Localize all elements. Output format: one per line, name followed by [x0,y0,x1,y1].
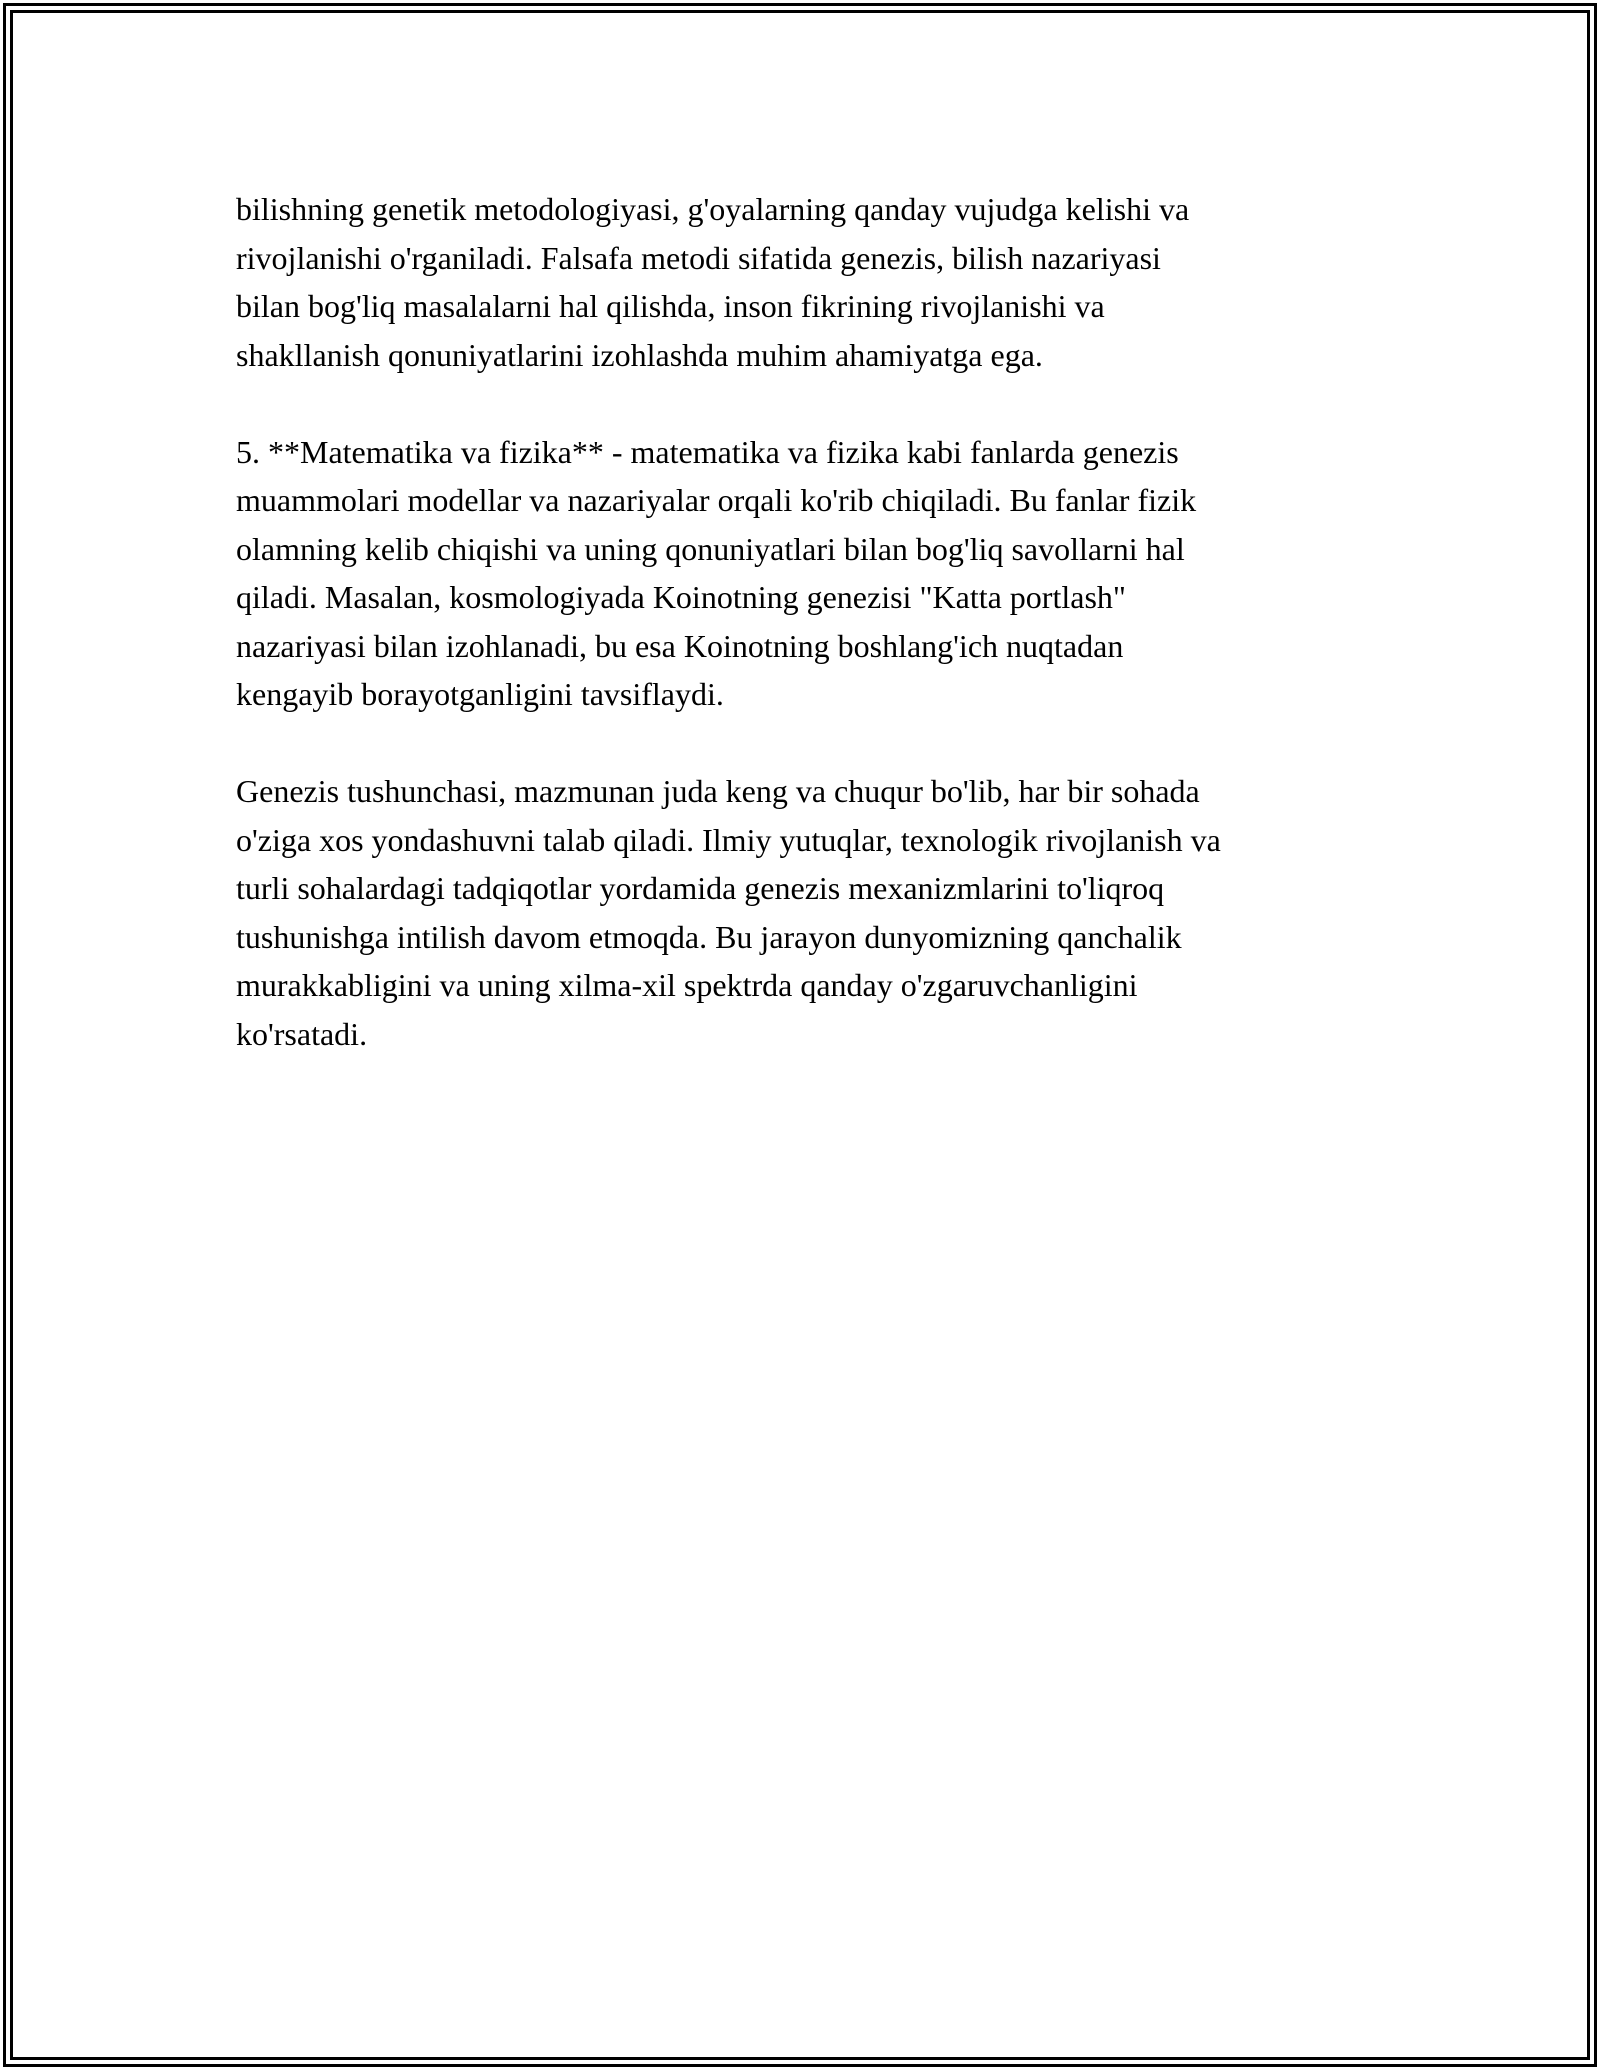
text-line: rivojlanishi o'rganiladi. Falsafa metodi sifatida genezis, bilish nazariyasi [236,239,1161,276]
text-line: kengayib borayotganligini tavsiflaydi. [236,676,724,712]
text-line: qiladi. Masalan, kosmologiyada Koinotning genezisi "Katta portlash" [236,579,1126,615]
text-line: 5. **Matematika va fizika** - matematika va fizika kabi fanlarda genezis [236,433,1179,470]
text-line: bilishning genetik metodologiyasi, g'oyalarning qanday vujudga kelishi va [236,191,1190,227]
text-line: o'ziga xos yondashuvni talab qiladi. Ilmiy yutuqlar, texnologik rivojlanish va [236,821,1221,858]
document-body [236,185,1386,1107]
text-line: turli sohalardagi tadqiqotlar yordamida genezis mexanizmlarini to'liqroq [236,870,1165,906]
paragraph-math-physics [236,428,1386,719]
text-line: olamning kelib chiqishi va uning qonuniyatlari bilan bog'liq savollarni hal [236,530,1185,567]
paragraph-genetic-methodology [236,185,1386,379]
text-line: nazariyasi bilan izohlanadi, bu esa Koinotning boshlang'ich nuqtadan [236,627,1124,664]
text-line: tushunishga intilish davom etmoqda. Bu jarayon dunyomizning qanchalik [236,918,1182,955]
text-line: murakkabligini va uning xilma-xil spektrda qanday o'zgaruvchanligini [236,967,1138,1003]
text-line: shakllanish qonuniyatlarini izohlashda muhim ahamiyatga ega. [236,336,1043,373]
text-line: muammolari modellar va nazariyalar orqali ko'rib chiqiladi. Bu fanlar fizik [236,482,1197,518]
text-line: Genezis tushunchasi, mazmunan juda keng va chuqur bo'lib, har bir sohada [236,773,1200,809]
text-line: bilan bog'liq masalalarni hal qilishda, inson fikrining rivojlanishi va [236,288,1105,324]
paragraph-conclusion [236,767,1386,1058]
text-line: ko'rsatadi. [236,1015,368,1052]
